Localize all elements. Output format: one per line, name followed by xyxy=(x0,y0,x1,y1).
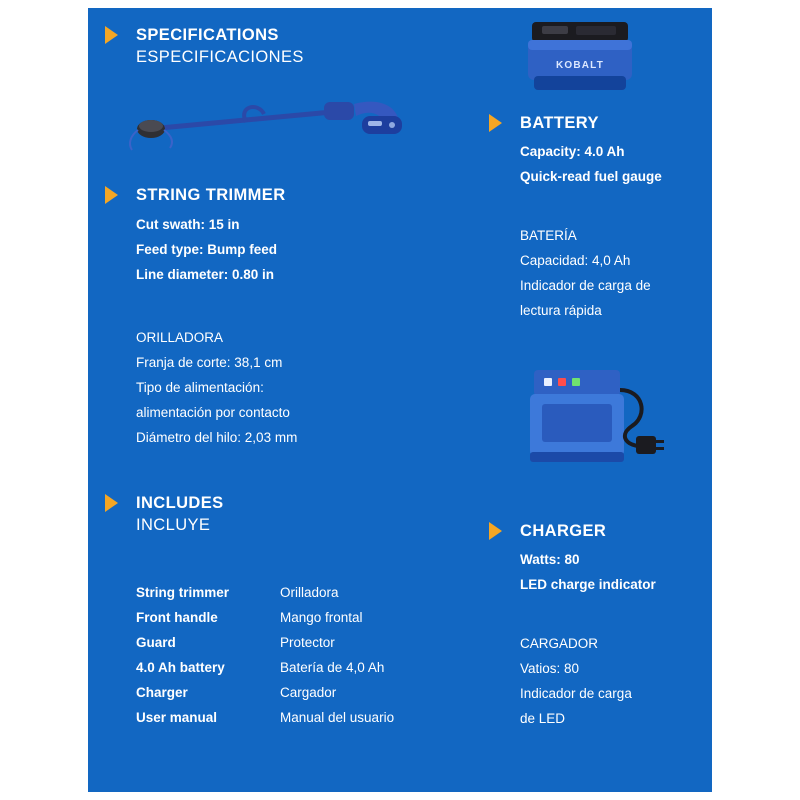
arrow-icon xyxy=(488,112,510,134)
includes-item-es: Mango frontal xyxy=(280,610,363,625)
cargador-heading-es: CARGADOR xyxy=(520,636,599,651)
spec-item: Franja de corte: 38,1 cm xyxy=(136,355,283,370)
spec-item: Tipo de alimentación: xyxy=(136,380,264,395)
charger-heading-row xyxy=(488,520,606,542)
arrow-icon xyxy=(488,520,510,542)
includes-item-en: String trimmer xyxy=(136,585,230,600)
arrow-icon xyxy=(104,492,126,514)
arrow-icon xyxy=(104,184,126,206)
table-row xyxy=(136,705,394,730)
spec-item: Diámetro del hilo: 2,03 mm xyxy=(136,430,298,445)
table-row xyxy=(136,580,394,605)
string-trimmer-product-image xyxy=(118,96,408,166)
spec-item: Quick-read fuel gauge xyxy=(520,169,662,184)
charger-product-image xyxy=(520,360,670,480)
table-row xyxy=(136,630,394,655)
spec-item: Vatios: 80 xyxy=(520,661,580,676)
includes-item-en: User manual xyxy=(136,710,218,725)
includes-item-en: Guard xyxy=(136,635,176,650)
battery-specs-es xyxy=(520,223,651,323)
string-trimmer-specs-es xyxy=(136,325,297,450)
charger-specs-en xyxy=(520,547,656,597)
specifications-heading-es: ESPECIFICACIONES xyxy=(136,48,304,66)
includes-item-en: Front handle xyxy=(136,610,218,625)
spec-item: alimentación por contacto xyxy=(136,405,290,420)
includes-table xyxy=(136,580,394,730)
includes-item-es: Orilladora xyxy=(280,585,339,600)
includes-item-es: Manual del usuario xyxy=(280,710,395,725)
battery-product-image xyxy=(520,18,640,96)
table-row xyxy=(136,605,394,630)
includes-item-es: Batería de 4,0 Ah xyxy=(280,660,385,675)
spec-item: LED charge indicator xyxy=(520,577,656,592)
string-trimmer-specs-en xyxy=(136,212,277,287)
spec-item: Feed type: Bump feed xyxy=(136,242,278,257)
includes-heading-es: INCLUYE xyxy=(136,516,211,534)
spec-item: Capacity: 4.0 Ah xyxy=(520,144,625,159)
battery-brand-label: KOBALT xyxy=(555,60,605,71)
includes-item-es: Protector xyxy=(280,635,335,650)
specifications-heading-en: SPECIFICATIONS xyxy=(136,26,279,44)
charger-specs-es xyxy=(520,631,632,731)
spec-item: Watts: 80 xyxy=(520,552,580,567)
spec-item: de LED xyxy=(520,711,566,726)
specifications-heading-group xyxy=(104,24,304,68)
battery-heading-en: BATTERY xyxy=(520,114,599,132)
spec-item: Indicador de carga xyxy=(520,686,632,701)
includes-item-en: Charger xyxy=(136,685,188,700)
charger-heading-en: CHARGER xyxy=(520,522,607,540)
spec-item: Capacidad: 4,0 Ah xyxy=(520,253,631,268)
spec-item: Cut swath: 15 in xyxy=(136,217,240,232)
battery-heading-row xyxy=(488,112,599,134)
spec-item: lectura rápida xyxy=(520,303,602,318)
includes-item-en: 4.0 Ah battery xyxy=(136,660,225,675)
spec-item: Indicador de carga de xyxy=(520,278,651,293)
string-trimmer-heading-en: STRING TRIMMER xyxy=(136,186,286,204)
includes-heading-en: INCLUDES xyxy=(136,494,224,512)
includes-heading-group xyxy=(104,492,224,536)
orilladora-heading-es: ORILLADORA xyxy=(136,330,224,345)
battery-specs-en xyxy=(520,139,662,189)
includes-heading-en-row xyxy=(104,492,224,514)
includes-item-es: Cargador xyxy=(280,685,337,700)
table-row xyxy=(136,680,394,705)
arrow-icon xyxy=(104,24,126,46)
spec-item: Line diameter: 0.80 in xyxy=(136,267,275,282)
table-row xyxy=(136,655,394,680)
bateria-heading-es: BATERÍA xyxy=(520,228,577,243)
specifications-heading-en-row xyxy=(104,24,304,46)
string-trimmer-heading-row xyxy=(104,184,286,206)
